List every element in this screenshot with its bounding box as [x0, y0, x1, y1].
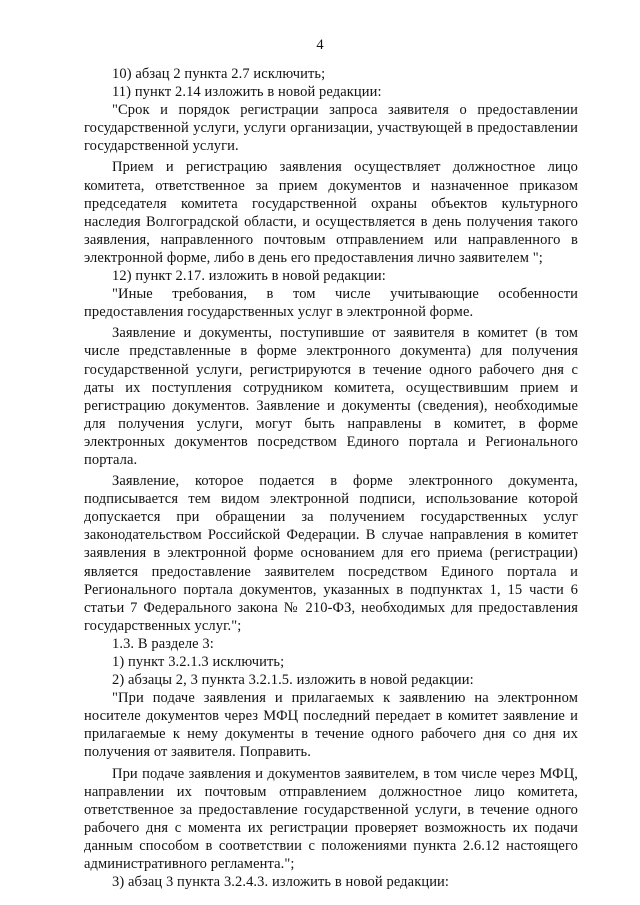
paragraph-mfc-transfer: "При подаче заявления и прилагаемых к заявлению на электронном носителе документов через МФЦ последний передает в комитет заявление и прилагаемые к нему документы в течение одного рабочего дня со дня их получения от заявителя. Поправить. — [84, 690, 578, 761]
page-number: 4 — [316, 37, 324, 53]
paragraph-2-14-body: Прием и регистрацию заявления осуществляет должностное лицо комитета, ответственное за прием документов и назначенное приказом председателя комитета государственной охраны объектов культурного наследия Волгоградской области, и осуществляется в день получения такого заявления, направленного почтовым отправлением или направленного в электронной форме, либо в день его предоставления лично заявителем "; — [84, 159, 578, 266]
paragraph-2-14-title: "Срок и порядок регистрации запроса заявителя о предоставлении государственной услуги, услуги организации, участвующей в предоставлении государственной услуги. — [84, 102, 578, 155]
paragraph-3-2-1-5-header: 2) абзацы 2, 3 пункта 3.2.1.5. изложить в новой редакции: — [112, 672, 474, 689]
paragraph-3-2-4-3-header: 3) абзац 3 пункта 3.2.4.3. изложить в новой редакции: — [112, 874, 450, 891]
paragraph-postal-check: При подаче заявления и документов заявителем, в том числе через МФЦ, направлении их почтовым отправлением должностное лицо комитета, ответственное за предоставление государственной услуги, в течение одного рабочего дня с момента их регистрации проверяет возможность их подачи данным способом в соответствии с положениями пункта 2.6.12 настоящего административного регламента."; — [84, 765, 578, 873]
paragraph-2-17-signature: Заявление, которое подается в форме электронного документа, подписывается тем видом электронной подписи, использование которой допускается при обращении за получением государственных услуг законодательством Российской Федерации. В случае направления в комитет заявления в электронной форме основанием для его приема (регистрации) является предоставление заявителем посредством Единого портала и Регионального портала документов, указанных в подпунктах 1, 15 части 6 статьи 7 Федерального закона № 210-ФЗ, необходимых для предоставления государственных услуг."; — [84, 473, 578, 634]
paragraph-3-2-1-3-amendment: 1) пункт 3.2.1.3 исключить; — [112, 654, 285, 670]
paragraph-2-17-title: "Иные требования, в том числе учитывающие особенности предоставления государственных услуг в электронной форме. — [84, 286, 578, 321]
paragraph-item-12-header: 12) пункт 2.17. изложить в новой редакции: — [112, 268, 386, 285]
paragraph-item-10-amendment: 10) абзац 2 пункта 2.7 исключить; — [112, 66, 326, 82]
paragraph-item-11-header: 11) пункт 2.14 изложить в новой редакции: — [112, 84, 382, 101]
paragraph-2-17-registration: Заявление и документы, поступившие от заявителя в комитет (в том числе представленные в форме электронного документа) для получения государственной услуги, регистрируются в течение одного рабочего дня с даты их поступления сотрудником комитета, осуществившим прием и регистрацию документов. Заявление и документы (сведения), необходимые для получения услуги, могут быть направлены в комитет, в форме электронных документов посредством Единого портала и Регионального портала. — [84, 325, 578, 468]
document-body — [84, 65, 578, 891]
paragraph-section-3-header: 1.3. В разделе 3: — [112, 635, 214, 652]
